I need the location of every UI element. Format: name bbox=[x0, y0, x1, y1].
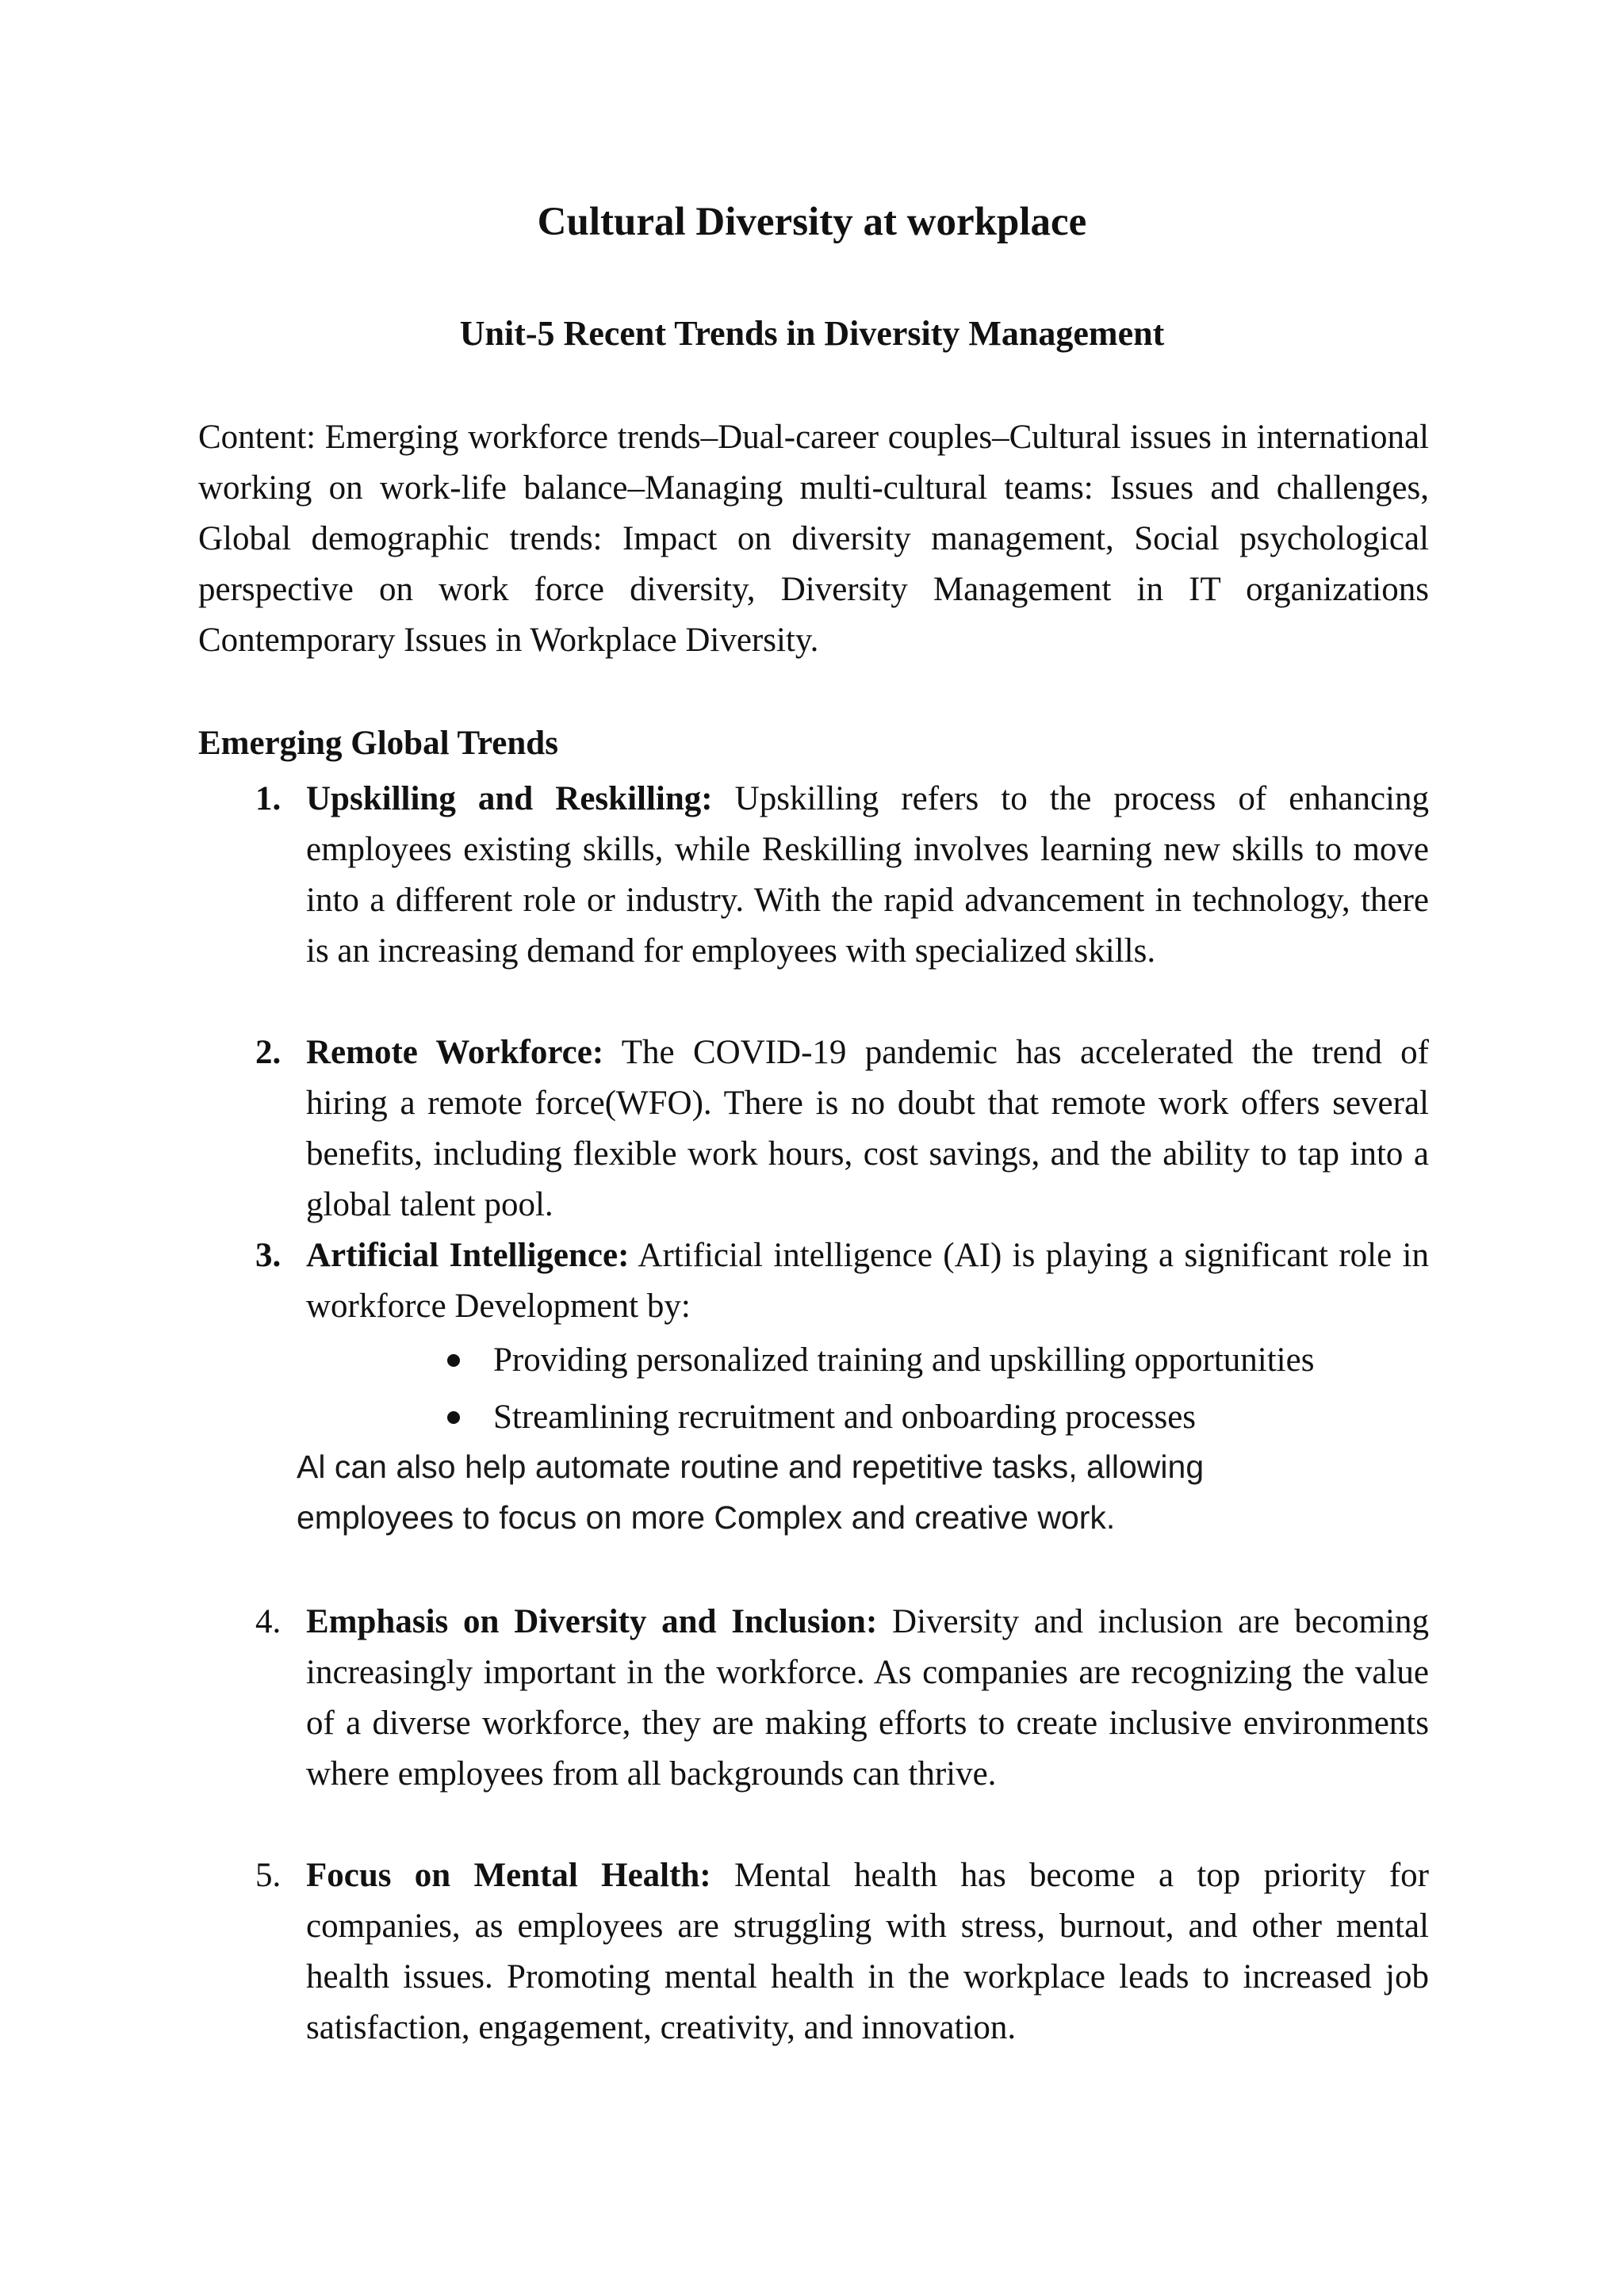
list-item-lead: Artificial Intelligence: bbox=[306, 1237, 630, 1274]
list-item-lead: Focus on Mental Health: bbox=[306, 1857, 711, 1894]
bullet-dot-icon bbox=[447, 1354, 460, 1367]
list-item-text: Diversity and inclusion are becoming increasingly important in the workforce. As companies are recognizing the value of a diverse workforce, they are making efforts to create inclusive environments where employees from all backgrounds can thrive. bbox=[306, 1603, 1429, 1793]
list-item-number: 2. bbox=[255, 1034, 282, 1071]
bullet-text: Providing personalized training and upskilling opportunities bbox=[493, 1341, 1315, 1379]
list-item-body bbox=[306, 1027, 1429, 1230]
list-item-text: The COVID-19 pandemic has accelerated the trend of hiring a remote force(WFO). There is no doubt that remote work offers several benefits, including flexible work hours, cost savings, and the ability to tap into a global talent pool. bbox=[306, 1034, 1429, 1223]
list-item-body bbox=[306, 1597, 1429, 1800]
bullet-item bbox=[444, 1389, 1475, 1446]
bullet-item bbox=[444, 1332, 1475, 1389]
unit-subtitle: Unit-5 Recent Trends in Diversity Management bbox=[459, 314, 1165, 353]
document-title: Cultural Diversity at workplace bbox=[537, 200, 1087, 244]
list-item-body bbox=[306, 1230, 1429, 1332]
ai-note-line: employees to focus on more Complex and creative work. bbox=[297, 1499, 1116, 1536]
ai-note bbox=[297, 1441, 1327, 1543]
ai-bullet-list bbox=[444, 1332, 1475, 1446]
ai-note-line: Al can also help automate routine and repetitive tasks, allowing bbox=[297, 1448, 1205, 1485]
section-heading-emerging-trends: Emerging Global Trends bbox=[198, 725, 558, 762]
bullet-text: Streamlining recruitment and onboarding processes bbox=[493, 1399, 1197, 1436]
list-item-number: 4. bbox=[255, 1603, 282, 1640]
list-item-body bbox=[306, 774, 1429, 977]
list-item-number: 5. bbox=[255, 1857, 282, 1894]
list-item-number: 3. bbox=[255, 1237, 282, 1274]
list-item-lead: Upskilling and Reskilling: bbox=[306, 780, 713, 817]
bullet-dot-icon bbox=[447, 1411, 460, 1424]
list-item-body bbox=[306, 1850, 1429, 2053]
list-item-lead: Emphasis on Diversity and Inclusion: bbox=[306, 1603, 878, 1640]
list-item-text: Mental health has become a top priority for companies, as employees are struggling with stress, burnout, and other mental health issues. Promoting mental health in the workplace leads to increased job satisfaction, engagement, creativity, and innovation. bbox=[306, 1857, 1429, 2046]
content-paragraph: Content: Emerging workforce trends–Dual-career couples–Cultural issues in international working on work-life balance–Managing multi-cultural teams: Issues and challenges, Global demographic trends: Impact on diversity management, Social psychological perspective on work force diversity, Diversity Management in IT organizations Contemporary Issues in Workplace Diversity. bbox=[198, 419, 1429, 659]
list-item-number: 1. bbox=[255, 780, 282, 817]
list-item-lead: Remote Workforce: bbox=[306, 1034, 604, 1071]
list-item-text: Artificial intelligence (AI) is playing a significant role in workforce Development by: bbox=[306, 1237, 1429, 1325]
list-item-text: Upskilling refers to the process of enhancing employees existing skills, while Reskilling involves learning new skills to move into a different role or industry. With the rapid advancement in technology, there is an increasing demand for employees with specialized skills. bbox=[306, 780, 1429, 970]
